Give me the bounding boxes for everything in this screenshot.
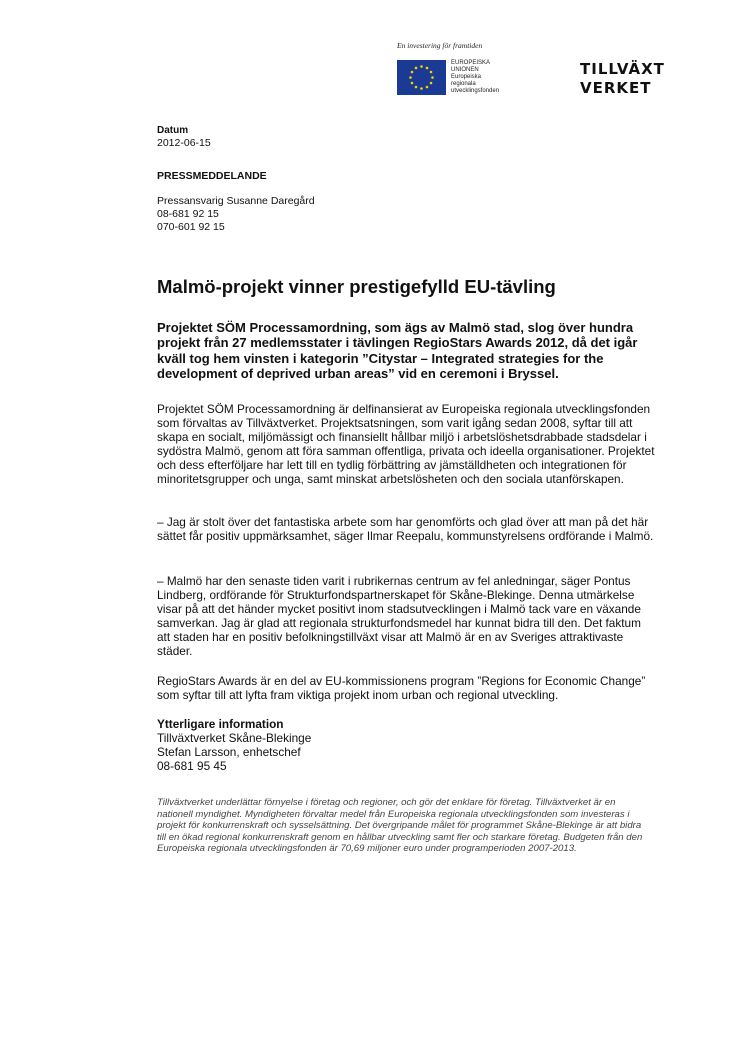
eu-star — [409, 76, 412, 79]
eu-star — [430, 82, 433, 85]
eu-fund-label — [451, 60, 499, 95]
body-paragraph-1 — [157, 402, 657, 486]
tillvaxtverket-logo — [580, 55, 690, 97]
info-title: Ytterligare information — [157, 717, 284, 731]
contact-line: 08-681 92 15 — [157, 208, 219, 220]
eu-star — [431, 76, 434, 79]
eu-star — [415, 67, 418, 70]
organization-note: Tillväxtverket underlättar förnyelse i företag och regioner, och gör det enklare för företag. Tillväxtverket är en nationell myndighet. Myndigheten förvaltar medel från Europeiska regionala utvecklingsfonden som investeras i projekt för konkurrenskraft och sysselsättning. Det övergripande målet för programmet Skåne-Blekinge är att bidra till en ökad regional konkurrenskraft genom en hållbar utveckling samt fler och starkare företag. Budgeten från den Europeiska regionala utvecklingsfonden är 70,69 miljoner euro under programperioden 2007-2013. — [157, 797, 643, 855]
eu-star — [411, 82, 414, 85]
eu-line: EUROPEISKA — [451, 60, 491, 66]
paragraph-text: Projektet SÖM Processamordning är delfinansierat av Europeiska regionala utvecklingsfonden som förvaltas av Tillväxtverket. Projektsatsningen, som varit igång sedan 2008, syftar till att skapa en socialt, miljömässigt och finansiellt hållbar miljö i arbetslöshetsdrabbade stadsdelar i sydöstra Malmö, genom att föra samman offentliga, privata och ideella organisationer. Projektet och dess efterföljare har lett till en tydlig förbättring av jämställdheten och integrationen för minoritetsgrupper och unga, samt minskat arbetslösheten och den sociala utanförskapen. — [157, 402, 655, 486]
page-title: Malmö-projekt vinner prestigefylld EU-tävling — [157, 276, 556, 297]
further-information — [157, 717, 657, 773]
document-type: PRESSMEDDELANDE — [157, 170, 267, 182]
eu-star — [420, 65, 423, 68]
eu-star — [411, 71, 414, 74]
contact-line: 070-601 92 15 — [157, 221, 225, 233]
eu-star — [415, 86, 418, 89]
date-label: Datum — [157, 125, 189, 136]
date-block — [157, 124, 211, 150]
lede-paragraph: Projektet SÖM Processamordning, som ägs av Malmö stad, slog över hundra projekt från 27 medlemsstater i tävlingen RegioStars Awards 2012, då det igår kväll tog hem vinsten i kategorin ”Citystar – Integrated strategies for the development of deprived urban areas” vid en ceremoni i Bryssel. — [157, 320, 638, 381]
info-line: Tillväxtverket Skåne-Blekinge — [157, 731, 312, 745]
date-value: 2012-06-15 — [157, 137, 211, 149]
info-line: Stefan Larsson, enhetschef — [157, 745, 301, 759]
paragraph-text: – Malmö har den senaste tiden varit i rubrikernas centrum av fel anledningar, säger Pontus Lindberg, ordförande för Strukturfondspartnerskapet för Skåne-Blekinge. Denna utmärkelse visar på att det händer mycket positivt inom stadsutvecklingen i Malmö tack vare en växande samverkan. Jag är glad att regionala strukturfondsmedel har kunnat bidra till den. Det faktum att staden har en positiv befolkningstillväxt visar att Malmö är en av Sveriges attraktivaste städer. — [157, 574, 641, 658]
tagline: En investering för framtiden — [397, 41, 483, 50]
eu-line: regionala — [451, 81, 476, 88]
eu-line: Europeiska — [451, 74, 482, 81]
eu-star — [426, 86, 429, 89]
paragraph-text: RegioStars Awards är en del av EU-kommissionens program ”Regions for Economic Change” som syftar till att lyfta fram viktiga projekt inom urban och regional utveckling. — [157, 674, 646, 702]
brand-line-1: TILLVÄXT — [580, 60, 665, 78]
eu-line: utvecklingsfonden — [451, 88, 500, 95]
eu-star — [420, 87, 423, 90]
eu-star — [426, 67, 429, 70]
info-line: 08-681 95 45 — [157, 759, 227, 773]
body-paragraph-3 — [157, 574, 657, 658]
body-paragraph-4 — [157, 674, 657, 702]
brand-line-2: VERKET — [580, 79, 652, 97]
eu-flag-logo — [397, 60, 446, 95]
paragraph-text: – Jag är stolt över det fantastiska arbete som har genomförts och glad över att man på det här sättet får positiv uppmärksamhet, säger Ilmar Reepalu, kommunstyrelsens ordförande i Malmö. — [157, 515, 654, 543]
press-contact — [157, 195, 315, 234]
body-paragraph-2 — [157, 515, 657, 543]
eu-star — [430, 71, 433, 74]
eu-line: UNIONEN — [451, 67, 479, 74]
contact-line: Pressansvarig Susanne Daregård — [157, 195, 315, 207]
